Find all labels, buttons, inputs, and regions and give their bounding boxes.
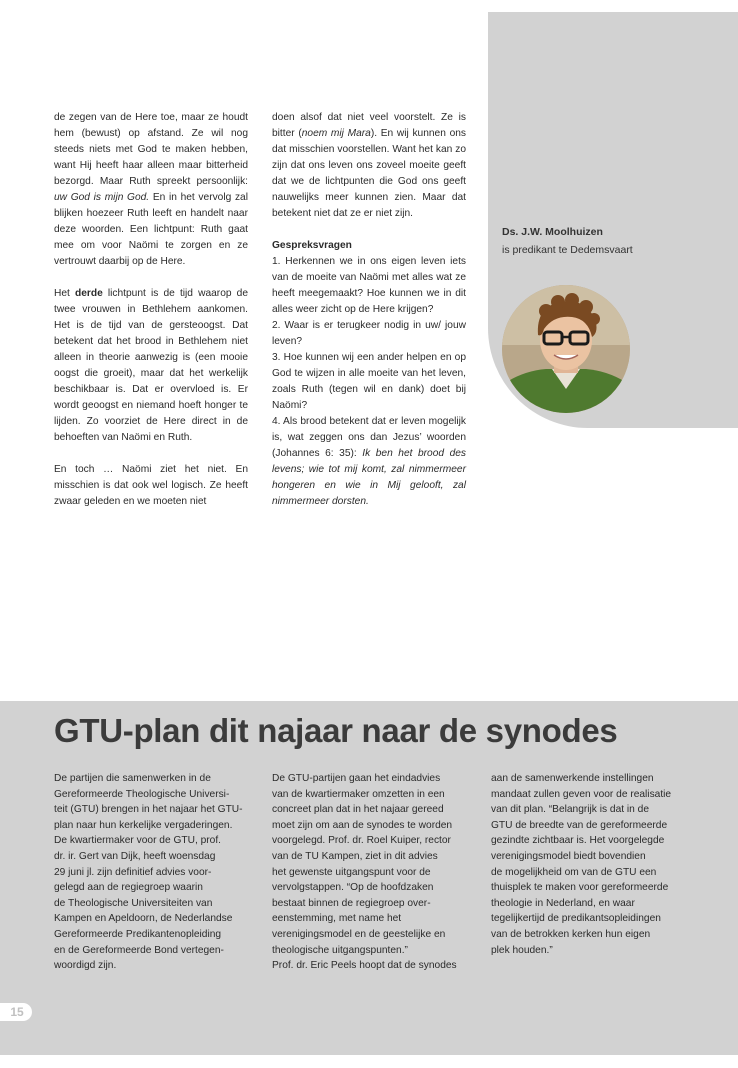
author-role: is predikant te Dedemsvaart <box>502 244 633 256</box>
line: De partijen die samenwerken in de <box>54 773 211 784</box>
paragraph: En toch … Naömi ziet het niet. En misschien is dat ook wel logisch. Ze heeft zwaar geleden en we moeten niet <box>54 464 248 507</box>
line: van de betrokken kerken hun eigen <box>491 928 651 940</box>
paragraph: de zegen van de Here toe, maar ze houdt hem (bewust) op afstand. Ze wil nog steeds niets met God te maken hebben, want Hij heeft haar alleen maar bitterheid bezorgd. Maar Ruth spreekt persoonlijk: uw God is mijn God. En in het vervolg zal blijken hoezeer Ruth leeft en handelt naar deze woorden. Een lichtpunt: Ruth gaat mee om voor Naömi te zorgen en ze vertrouwt daarbij op de Here. <box>54 112 248 267</box>
line: vervolgstappen. “Op de hoofdzaken <box>272 882 434 894</box>
page-number: 15 <box>0 1003 32 1021</box>
author-photo <box>502 285 630 413</box>
line: Prof. dr. Eric Peels hoopt dat de synodes <box>272 960 457 972</box>
line: eenstemming, met name het <box>272 913 402 925</box>
line: De GTU-partijen gaan het eindadvies <box>272 773 441 784</box>
line: De kwartiermaker voor de GTU, prof. <box>54 835 222 847</box>
line: concreet plan dat in het najaar gereed <box>272 804 444 816</box>
line: het gewenste uitgangspunt voor de <box>272 866 431 878</box>
line: en de Gereformeerde Bond vertegen- <box>54 944 224 956</box>
line: theologische uitgangspunten.” <box>272 944 408 956</box>
news-column-1 <box>54 771 248 974</box>
line: verenigingsmodel en de geestelijke en <box>272 928 446 940</box>
author-name: Ds. J.W. Moolhuizen <box>502 226 603 238</box>
question-1: 1. Herkennen we in ons eigen leven iets van de moeite van Naömi met alles wat ze heeft meegemaakt? Hoe kunnen we in dit alles weer zicht op de Here krijgen? <box>272 256 466 315</box>
line: plan naar hun kerkelijke vergaderingen. <box>54 819 233 831</box>
news-column-2 <box>272 771 468 974</box>
line: bestaat binnen de regiegroep over- <box>272 897 431 909</box>
line: gezindte zichtbaar is. Het voorgelegde <box>491 835 665 847</box>
paragraph: Het derde lichtpunt is de tijd waarop de twee vrouwen in Bethlehem aankomen. Het is de tijd van de gersteoogst. Dat betekent dat het brood in Bethlehem niet alleen in theorie aanwezig is (een mooie oogst die groeit), maar dat het werkelijk beschikbaar is. Dat er overvloed is. Er wordt geoogst en niemand hoeft honger te lijden. Zo voorziet de Here direct in de behoeften van Naömi en Ruth. <box>54 288 248 443</box>
line: de mogelijkheid om van de GTU een <box>491 866 657 878</box>
author-portrait-illustration <box>502 285 630 413</box>
line: GTU de breedte van de gereformeerde <box>491 819 668 831</box>
line: plek houden.” <box>491 944 553 956</box>
article-column-2 <box>272 110 466 510</box>
line: Gereformeerde Theologische Universi- <box>54 788 230 800</box>
paragraph: doen alsof dat niet veel voorstelt. Ze is bitter (noem mij Mara). En wij kunnen ons dat misschien voorstellen. Want het kan zo zijn dat ons leven ons zoveel moeite geeft dat we de lichtpunten die God ons geeft nauwelijks meer kunnen zien. Maar dat betekent niet dat ze er niet zijn. <box>272 112 466 219</box>
line: gelegd aan de regiegroep waarin <box>54 882 203 894</box>
line: Gereformeerde Predikantenopleiding <box>54 928 222 940</box>
question-3: 3. Hoe kunnen wij een ander helpen en op God te wijzen in alle moeite van het leven, zoals Ruth (tegen wil en dank) doet bij Naömi? <box>272 352 466 411</box>
news-column-3 <box>491 771 687 958</box>
line: verenigingsmodel biedt bovendien <box>491 850 646 862</box>
line: theologie in Nederland, en waar <box>491 897 635 909</box>
line: thuisplek te maken voor gereformeerde <box>491 882 669 894</box>
line: van dit plan. “Belangrijk is dat in de <box>491 804 649 816</box>
questions-heading: Gespreksvragen <box>272 240 352 251</box>
line: de Theologische Universiteiten van <box>54 897 213 909</box>
line: dr. ir. Gert van Dijk, heeft woensdag <box>54 850 216 862</box>
line: Kampen en Apeldoorn, de Nederlandse <box>54 913 233 925</box>
line: mandaat zullen geven voor de realisatie <box>491 788 672 800</box>
question-2: 2. Waar is er terugkeer nodig in uw/ jouw leven? <box>272 320 466 347</box>
line: moet zijn om aan de synodes te worden <box>272 819 453 831</box>
line: teit (GTU) brengen in het najaar het GTU- <box>54 804 243 816</box>
news-headline: GTU-plan dit najaar naar de synodes <box>54 712 618 749</box>
article-column-1 <box>54 110 248 510</box>
question-4: 4. Als brood betekent dat er leven mogelijk is, wat zeggen ons dan Jezus’ woorden (Johannes 6: 35): Ik ben het brood des levens; wie tot mij komt, zal nimmermeer hongeren en wie in Mij gelooft, zal nimmermeer dorsten. <box>272 416 467 507</box>
line: van de TU Kampen, ziet in dit advies <box>272 850 438 862</box>
line: woordigd zijn. <box>54 960 117 972</box>
line: 29 juni jl. zijn definitief advies voor- <box>54 866 212 878</box>
line: voorgelegd. Prof. dr. Roel Kuiper, rector <box>272 835 451 847</box>
line: aan de samenwerkende instellingen <box>491 773 654 784</box>
line: tegelijkertijd de predikantsopleidingen <box>491 913 661 925</box>
line: van de kwartiermaker omzetten in een <box>272 788 445 800</box>
